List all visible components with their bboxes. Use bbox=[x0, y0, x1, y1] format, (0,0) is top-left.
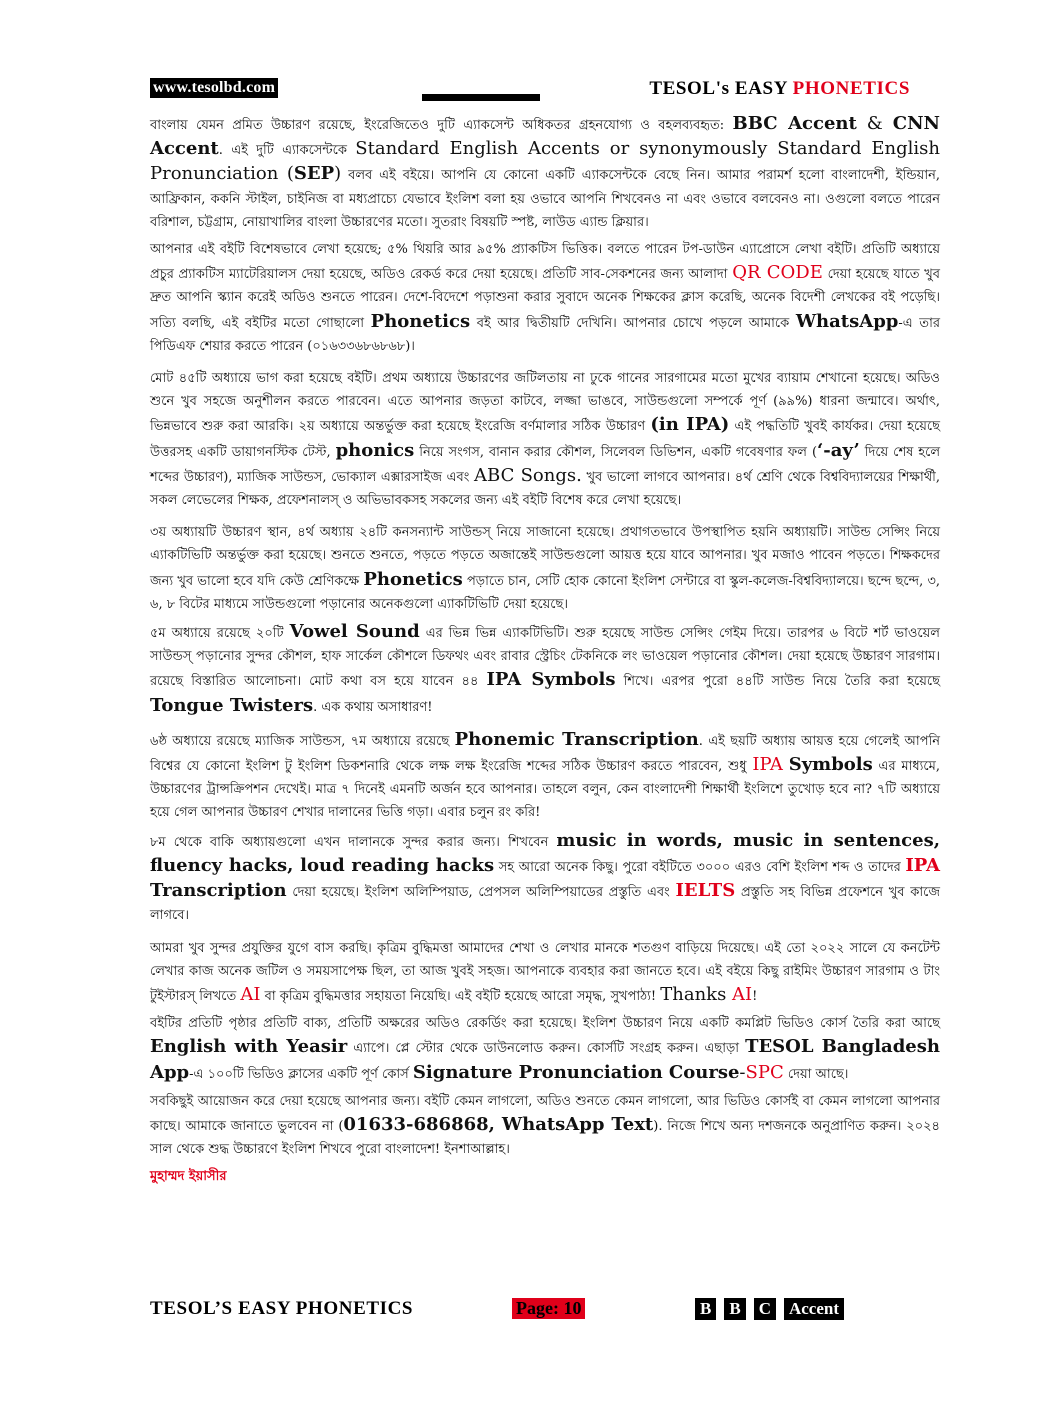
text-run: সাউন্ড সেন্সিং bbox=[837, 525, 910, 541]
text-run: দেয়া হয়েছে। bbox=[286, 885, 365, 901]
text-run: ৩০০০ bbox=[696, 859, 731, 875]
text-run: ABC Songs. bbox=[474, 464, 582, 486]
text-run: ম্যাজিক সাউন্ডস bbox=[255, 733, 342, 749]
text-run: গেইম দিয়ে। তারপর bbox=[713, 626, 830, 642]
text-run: অডিও রেকর্ডিং bbox=[425, 1016, 507, 1032]
author-signature: মুহাম্মদ ইয়াসীর bbox=[150, 1169, 227, 1185]
text-run: এরও বেশি ইংলিশ শব্দ ও তাদের bbox=[730, 859, 906, 875]
text-run: প্রস্তুতি bbox=[740, 885, 774, 901]
text-run: পড়াতে চান, সেটি হোক কোনো ইংলিশ সেন্টারে বা স্কুল-কলেজ-বিশ্ববিদ্যালয়ে। ছন্দে ছন্দে, ৩, ৬, ৮ বিটের মাধ্যমে সাউন্ডগুলো পড়ানোর অনেকগুলো এ্যাকটিভিটি দেয়া হয়েছে। bbox=[150, 573, 940, 612]
text-run: ৩য় অধ্যায়টি উচ্চারণ স্থান, ৪র্থ অধ্যায় ২৪টি কনসন্যান্ট সাউন্ডস্ নিয়ে সাজানো হয়েছে। প্রথাগতভাবে উপস্থাপিত হয়নি অধ্যায়টি। bbox=[150, 525, 838, 541]
text-run: ১০০টি bbox=[207, 1066, 244, 1082]
header-title-highlight: PHONETICS bbox=[792, 78, 910, 99]
text-run: Phonemic Transcription bbox=[454, 728, 699, 750]
text-run: , ৭ম অধ্যায়ে রয়েছে bbox=[341, 733, 455, 749]
text-run: -এ তার পিডিএফ শেয়ার করতে পারেন (০১৬৩৩৬৮৬৮৬৮)। bbox=[150, 315, 940, 354]
site-url: www.tesolbd.com bbox=[150, 78, 278, 98]
paragraph bbox=[150, 620, 940, 719]
text-run: ‘-ay’ bbox=[817, 439, 860, 461]
page-header bbox=[150, 78, 910, 108]
text-run: শিখে। এরপর পুরো ৪৪টি সাউন্ড নিয়ে তৈরি করা হয়েছে bbox=[615, 674, 940, 690]
text-run: নিয়ে এ্যাকটিভিটি অন্তর্ভুক্ত করা হয়েছে। শুনতে শুনতে, পড়তে পড়তে অজান্তেই সাউন্ডগুলো আয়ত্ত হয়ে যাবে আপনার। খুব মজাও পাবেন পড়তে। শিক্ষকদের জন্য খুব ভালো হবে যদি কেউ শ্রেণিকক্ষে bbox=[150, 525, 940, 589]
paragraph bbox=[150, 367, 940, 512]
text-run: 01633-686868, WhatsApp Text bbox=[343, 1113, 654, 1135]
text-run: সহ বিভিন্ন প্রফেশনে খুব কাজে লাগবে। bbox=[150, 885, 941, 924]
text-run: মোট ৪৫টি অধ্যায়ে ভাগ করা হয়েছে বইটি। প্রথম অধ্যায়ে উচ্চারণের জটিলতায় না ঢুকে গানের সারগামের মতো মুখের ব্যায়াম শেখানো হয়েছে। অডিও শুনে খুব সহজে অনুশীলন করতে পারবেন। এতে আপনার জড়তা কাটবে, লজ্জা ভাঙবে, সাউন্ডগুলো সম্পর্কে পূর্ণ bbox=[150, 371, 940, 410]
text-run: & bbox=[856, 113, 893, 134]
text-run: Symbols bbox=[788, 754, 873, 776]
text-run: পড়ানোর কৌশল। দেয়া হয়েছে উচ্চারণ সারগাম। রয়েছে বিস্তারিত আলোচনা। মোট কথা বস হয়ে যাবেন bbox=[150, 649, 940, 690]
text-run: ২০২৪ bbox=[906, 1118, 940, 1134]
text-run: ৬ষ্ঠ অধ্যায়ে রয়েছে bbox=[150, 733, 256, 749]
text-run: Standard English Accents or synonymously Standard English Pronunciation ( bbox=[150, 138, 940, 185]
text-run: -এ bbox=[189, 1066, 208, 1082]
accent-word: Accent bbox=[784, 1298, 844, 1320]
text-run: এই পদ্ধতিটি খুবই কার্যকর। দেয়া হয়েছে উত্তরসহ একটি ডায়াগনস্টিক টেস্ট, bbox=[150, 419, 940, 460]
paragraph bbox=[150, 521, 940, 616]
text-run: বইটির প্রতিটি পৃষ্ঠার প্রতিটি বাক্য, প্রতিটি অক্ষরের bbox=[150, 1016, 426, 1032]
text-run: Signature Pronunciation Course bbox=[412, 1061, 740, 1083]
text-run: রাবার স্ট্রেচিং bbox=[500, 649, 566, 665]
text-run: ৪৪ bbox=[461, 674, 479, 690]
accent-badges bbox=[695, 1298, 844, 1320]
text-run: সাল থেকে শুদ্ধ উচ্চারণে ইংলিশ শিখবে পুরো বাংলাদেশ! ইনশাআল্লাহ। bbox=[150, 1142, 510, 1158]
paragraph bbox=[150, 728, 940, 825]
page-footer bbox=[150, 1298, 870, 1328]
text-run: . এই দুটি এ্যাকসেন্টকে bbox=[218, 143, 356, 159]
text-run: এর মাধ্যমে, উচ্চারণের ট্রান্সক্রিপশন দেখেই। মাত্র ৭ দিনেই এমনটি অর্জন হবে আপনার। তাহলে বলুন, কেন বাংলাদেশী শিক্ষার্থী ইংলিশে তুখোড় হবে না? ৭টি অধ্যায়ে হয়ে গেল আপনার উচ্চারণ শেখার দালানের ভিত্তি গড়া। এবার চলুন রং করি! bbox=[150, 759, 940, 821]
text-run: Thanks bbox=[660, 983, 733, 1005]
text-run: SPC bbox=[745, 1061, 784, 1083]
accent-letter-b1: B bbox=[695, 1298, 716, 1320]
text-run: খুব ভালো লাগবে আপনার। ৪র্থ শ্রেণি থেকে বিশ্ববিদ্যালয়ের শিক্ষার্থী, সকল লেভেলের শিক্ষক, প্রফেশনালস্ ও অভিভাবকসহ সকলের জন্য এই বইটি বিশেষ করে লেখা হয়েছে। bbox=[150, 469, 940, 509]
text-run: সবকিছুই আয়োজন করে দেয়া হয়েছে আপনার জন্য। বইটি কেমন লাগলো, অডিও শুনতে কেমন লাগলো, আর ভিডিও কোর্সই বা কেমন লাগলো আপনার কাছে। আমাকে জানাতে ভুলবেন না ( bbox=[150, 1093, 940, 1134]
text-run: phonics bbox=[335, 439, 415, 461]
text-run: দেয়া আছে। bbox=[783, 1066, 849, 1082]
text-run: Phonetics bbox=[363, 568, 463, 590]
text-run: ধারনা জন্মাবে। অর্থাৎ, ভিন্নভাবে শুরু করা আরকি। ২য় অধ্যায়ে অন্তর্ভুক্ত করা হয়েছে ইংরেজি বর্ণমালার সঠিক উচ্চারণ bbox=[150, 394, 940, 435]
text-run: লং ভাওয়েল bbox=[622, 649, 688, 665]
text-run: বই আর দ্বিতীয়টি দেখিনি। আপনার চোখে পড়লে আমাকে bbox=[470, 315, 796, 331]
text-run: এ্যাপে। প্লে স্টোর থেকে ডাউনলোড করুন। কোর্সটি সংগ্রহ করুন। এছাড়া bbox=[347, 1041, 746, 1057]
paragraph bbox=[150, 937, 940, 1009]
paragraph bbox=[150, 1012, 940, 1086]
text-run: দেয়া হয়েছে যাতে খুব দ্রুত আপনি স্ক্যান করেই অডিও শুনতে পারেন। দেশে-বিদেশে পড়াশুনা করার সুবাদে অনেক শিক্ষকের ক্লাস করেছি, অনেক বিদেশী লেখকের বই পড়েছি। সত্যি বলছি, এই বইটির মতো গোছালো bbox=[150, 267, 941, 331]
text-run: (৯৯%) bbox=[773, 394, 813, 410]
text-run: ইংরেজি শব্দের সঠিক উচ্চারণ করতে পারবেন, শুধু bbox=[475, 759, 753, 775]
text-run: আমরা খুব সুন্দর প্রযুক্তির যুগে বাস করছি। কৃত্রিম বুদ্ধিমত্তা আমাদের শেখা ও লেখার মানকে শতগুণ বাড়িয়ে দিয়েছে। এই তো ২০২২ সালে যে কনটেন্ট লেখার কাজ অনেক জটিল ও সময়সাপেক্ষ ছিল, তা আজ খুবই সহজ। আপনাকে ব্যবহার করা জানতে হবে। এই বইয়ে কিছু রাইমিং উচ্চারণ সারগাম ও টাং টুইস্টারস্ লিখতে bbox=[150, 940, 941, 1004]
text-run: ). নিজে শিখে অন্য দশজনকে অনুপ্রাণিত করুন। bbox=[653, 1118, 907, 1134]
accent-letter-c: C bbox=[754, 1298, 776, 1320]
book-title-header bbox=[649, 78, 910, 100]
text-run: হাফ সার্কেল bbox=[321, 649, 383, 665]
text-run: শর্ট ভাওয়েল সাউন্ডস্ পড়ানোর সুন্দর কৌশল, bbox=[150, 626, 940, 665]
text-run: . এক কথায় অসাধারণ! bbox=[313, 699, 433, 715]
page-number: Page: 10 bbox=[512, 1298, 585, 1319]
text-run: IPA bbox=[905, 854, 941, 876]
text-run: সহ আরো অনেক কিছু। পুরো বইটিতে bbox=[494, 859, 697, 875]
text-run: বলব এই বইয়ে। আপনি যে কোনো একটি এ্যাকসেন্টকে বেছে নিন। আমার পরামর্শ হলো বাংলাদেশী, ইন্ডিয়ান, আফ্রিকান, ককনি স্টাইল, চাইনিজ বা মধ্যপ্রাচ্যে যেভাবে ইংলিশ বলা হয় ওভাবে আপনি শিখবেনও না এবং ওভাবে বলবেনও না। ওগুলো বলতে পারেন বরিশাল, চট্টগ্রাম, নোয়াখালির বাংলা উচ্চারণের মতো। সুতরাং বিষয়টি স্পষ্ট, লাউড এ্যান্ড ক্লিয়ার। bbox=[150, 168, 940, 230]
paragraph bbox=[150, 238, 940, 358]
paragraph bbox=[150, 829, 940, 928]
text-run: AI bbox=[240, 983, 261, 1005]
text-run: . এই ছয়টি অধ্যায় আয়ত্ত হয়ে গেলেই আপনি বিশ্বের যে কোনো bbox=[150, 733, 941, 775]
text-run: TESOL Bangladesh App bbox=[150, 1036, 940, 1083]
header-title-prefix: TESOL's EASY bbox=[649, 78, 793, 99]
text-run: বা কৃত্রিম বুদ্ধিমত্তার সহায়তা নিয়েছি। এই বইটি হয়েছে আরো সমৃদ্ধ, সুখপাঠ্য! bbox=[260, 988, 661, 1004]
text-run: Tongue Twisters bbox=[150, 694, 314, 716]
paragraph bbox=[150, 112, 940, 234]
text-run: ৫ম অধ্যায়ে রয়েছে ২০টি bbox=[150, 626, 290, 642]
text-run: এবং bbox=[468, 649, 501, 665]
text-run: এর ভিন্ন ভিন্ন এ্যাকটিভিটি। শুরু হয়েছে bbox=[419, 626, 641, 642]
text-run: IPA Symbols bbox=[486, 669, 616, 691]
text-run: নিয়ে সংগস, বানান করার কৌশল, সিলেবল ডিভিশন, একটি গবেষণার ফল ( bbox=[414, 444, 818, 460]
text-run: music in words, music in sentences, fluency hacks, loud reading hacks bbox=[150, 829, 940, 876]
text-run: অলিম্পিয়াডের প্রস্তুতি এবং bbox=[520, 885, 676, 901]
text-run: WhatsApp bbox=[795, 310, 899, 332]
text-run: IELTS bbox=[675, 880, 736, 902]
text-run: ডিকশনারি থেকে bbox=[331, 759, 430, 775]
text-run: লক্ষ লক্ষ bbox=[429, 759, 476, 775]
text-run: English with Yeasir bbox=[150, 1036, 348, 1058]
text-run: ডিফথং bbox=[431, 649, 469, 665]
page-body bbox=[150, 112, 940, 1193]
text-run: AI bbox=[732, 983, 753, 1005]
text-run: BBC Accent bbox=[732, 113, 857, 134]
footer-book-title: TESOL’S EASY PHONETICS bbox=[150, 1298, 414, 1319]
text-run: CNN Accent bbox=[150, 113, 941, 160]
header-divider-bar bbox=[422, 94, 540, 101]
text-run: সাউন্ড সেন্সিং bbox=[640, 626, 714, 642]
text-run: - bbox=[739, 1061, 746, 1083]
text-run: ! bbox=[752, 988, 758, 1004]
text-run: কৌশলে bbox=[382, 649, 432, 665]
text-run: বাংলায় যেমন প্রমিত উচ্চারণ রয়েছে, ইংরেজিতেও দুটি এ্যাকসেন্ট অধিকতর গ্রহনযোগ্য ও বহলব্যবহৃত: bbox=[150, 118, 733, 133]
text-run: ৮ম থেকে বাকি অধ্যায়গুলো এখন দালানকে সুন্দর করার জন্য। শিখবেন bbox=[150, 834, 557, 850]
text-run: টেকনিকে bbox=[565, 649, 623, 665]
text-run: Transcription bbox=[150, 880, 287, 902]
paragraph bbox=[150, 1090, 940, 1162]
text-run: Phonetics bbox=[370, 310, 471, 332]
text-run: আপনার এই বইটি বিশেষভাবে লেখা হয়েছে; ৫% থিয়রি আর ৯৫% প্র্যাকটিস ভিত্তিক। বলতে পারেন টপ-ডাউন এ্যাপ্রোসে লেখা বইটি। প্রতিটি অধ্যায়ে প্রচুর প্র্যাকটিস ম্যাটেরিয়ালস দেয়া হয়েছে, অডিও রেকর্ড করে দেয়া হয়েছে। প্রতিটি সাব-সেকশনের জন্য আলাদা bbox=[150, 242, 940, 283]
accent-letter-b2: B bbox=[724, 1298, 745, 1320]
text-run: QR CODE bbox=[732, 262, 823, 284]
text-run: দিয়ে শেষ হলে শব্দের উচ্চারণ), ম্যাজিক সাউন্ডস, ভোক্যাল এক্সারসাইজ এবং bbox=[150, 444, 941, 485]
text-run: ৬ বিটে bbox=[829, 626, 868, 642]
text-run: (in IPA) bbox=[650, 414, 730, 436]
text-run: Vowel Sound bbox=[289, 621, 420, 643]
text-run: ইংলিশ অলিম্পিয়াড, প্রেপসল bbox=[364, 885, 521, 901]
text-run: IPA bbox=[752, 754, 783, 776]
text-run: ) bbox=[334, 163, 342, 185]
text-run: SEP bbox=[293, 163, 335, 185]
text-run: ভিডিও ক্লাসের একটি পূর্ণ কোর্স bbox=[243, 1066, 413, 1082]
text-run: ইংলিশ টু ইংলিশ bbox=[245, 759, 332, 775]
text-run bbox=[478, 674, 486, 689]
text-run: করা হয়েছে। ইংলিশ উচ্চারণ নিয়ে একটি কমপ্লিট ভিডিও কোর্স তৈরি করা আছে bbox=[506, 1016, 940, 1032]
